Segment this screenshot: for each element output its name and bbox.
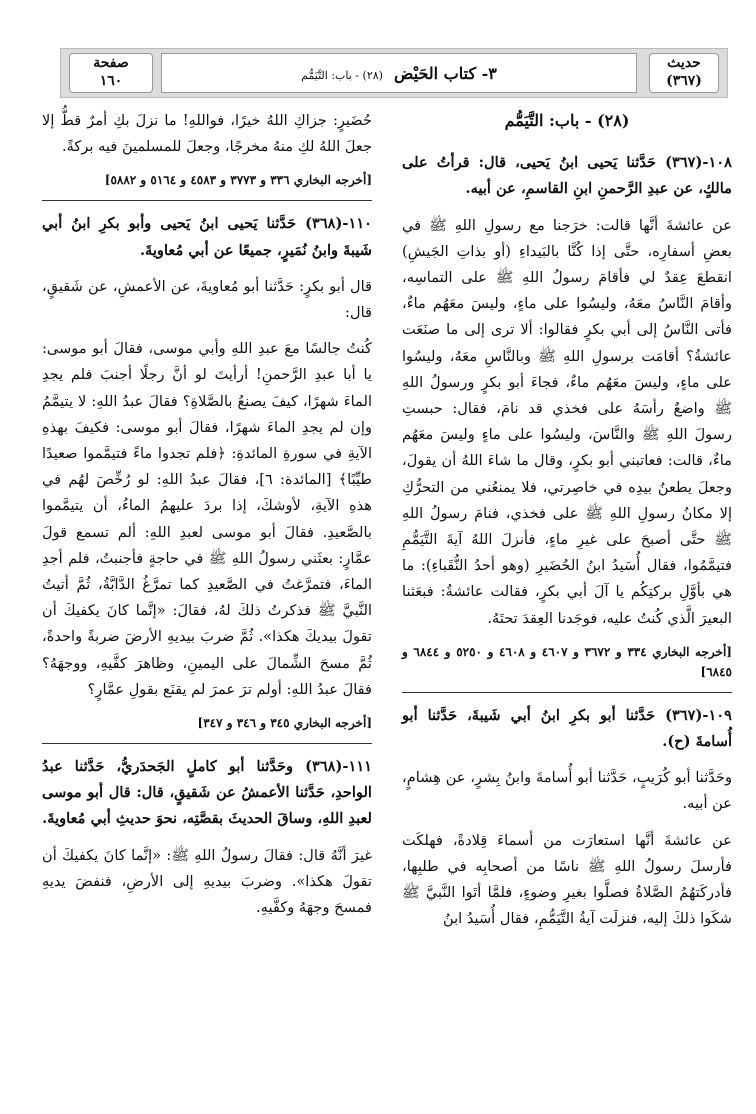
chapter-title: (٢٨) - باب: التَّيَمُّم bbox=[504, 111, 630, 130]
page-header bbox=[60, 48, 728, 98]
hadith-108-isnad: ١٠٨-(٣٦٧) حَدَّثنا يَحيى ابنُ يَحيى، قال: قرأتُ على مالكٍ، عن عبدِ الرَّحمنِ ابنِ القاسمِ، عن أبيه. bbox=[402, 154, 732, 198]
continuation-text: حُضَيرٍ: جزاكِ اللهُ خيرًا، فواللهِ! ما نزلَ بكِ أمرٌ قطُّ إلا جعلَ اللهُ لكِ منهُ مخرجًا، وجعلَ للمسلمينَ فيه بركةً. bbox=[42, 112, 372, 156]
divider bbox=[42, 200, 372, 201]
hadith-110-text: كُنتُ جالسًا معَ عبدِ اللهِ وأبي موسى، فقالَ أبو موسى: يا أبا عبدِ الرَّحمنِ! أرأيتَ لو أنَّ رجلًا أجنبَ فلم يجدِ الماءَ شهرًا، كيفَ يصنعُ بالصَّلاةِ؟ فقالَ عبدُ اللهِ: لا يتيمَّمُ وإن لم يجدِ الماءَ شهرًا، فقالَ أبو موسى: فكيفَ بهذهِ الآيةِ في سورةِ المائدةِ: ﴿فلم تجدوا ماءً فتيمَّموا صعيدًا طيِّبًا﴾ [المائدة: ٦]، فقالَ عبدُ اللهِ: لو رُخِّصَ لهُم في هذهِ الآيةِ، لأوشكَ، إذا بردَ عليهمُ الماءُ، أن يتيمَّموا بالصَّعيدِ. فقالَ أبو موسى لعبدِ اللهِ: ألم تسمع قولَ عمَّارٍ: بعثَني رسولُ اللهِ ﷺ في حاجةٍ فأجنبتُ، فلم أجدِ الماءَ، فتمرَّغتُ في الصَّعيدِ كما تمرَّغُ الدَّابَّةُ، ثُمَّ أتيتُ النَّبيَّ ﷺ فذكرتُ ذلكَ لهُ، فقالَ: «إنَّما كانَ يكفيكَ أن تقولَ بيديكَ هكذا». ثُمَّ ضربَ بيديهِ الأرضَ ضربةً واحدةً، ثُمَّ مسحَ الشِّمالَ على اليمينِ، وظاهرَ كفَّيهِ، ووجهَهُ؟ فقالَ عبدُ اللهِ: أولم ترَ عمرَ لم يقنَع بقولِ عمَّارٍ؟ bbox=[42, 340, 373, 698]
page-label: صفحة bbox=[93, 55, 129, 71]
hadith-108-text: عن عائشةَ أنَّها قالت: خرَجنا مع رسولِ اللهِ ﷺ في بعضِ أسفارِه، حتَّى إذا كُنَّا بالبَيداءِ (أو بذاتِ الجَيشِ) انقطعَ عِقدٌ لي فأقامَ رسولُ اللهِ ﷺ على التماسِه، وأقامَ النَّاسُ معَهُ، وليسُوا على ماءٍ، وليسَ معَهُم ماءٌ، فأتى النَّاسُ إلى أبي بكرٍ فقالوا: ألا ترى إلى ما صنَعَت عائشةُ؟ أقامَت برسولِ اللهِ ﷺ وبالنَّاسِ معَهُ، وليسُوا على ماءٍ، وليسَ معَهُم ماءٌ، فجاءَ أبو بكرٍ ورسولُ اللهِ ﷺ واضعٌ رأسَهُ على فخذي قد نامَ، فقال: حبستِ رسولَ اللهِ ﷺ والنَّاسَ، وليسُوا على ماءٍ وليسَ معَهُم ماءٌ، قالت: فعاتبني أبو بكرٍ، وقال ما شاءَ اللهُ أن يقولَ، وجعلَ يطعنُ بيدِه في خاصِرتي، فلا يمنعُني من التحرُّكِ إلا مكانُ رسولِ اللهِ ﷺ على فخذي، فنامَ رسولُ اللهِ ﷺ حتَّى أصبحَ على غيرِ ماءٍ، فأنزلَ اللهُ آيةَ التَّيَمُّمِ فتيمَّمُوا، فقال أُسَيدُ ابنُ الحُضَيرِ (وهو أحدُ النُّقَباءِ): ما هي بأوَّلِ بركتِكُم يا آلَ أبي بكرٍ، فقالت عائشةُ: فبعَثنا البعيرَ الَّذي كُنتُ عليه، فوجَدنا العِقدَ تحتَهُ. bbox=[402, 216, 732, 627]
book-title: ٣- كتاب الحَيْض bbox=[394, 64, 497, 83]
hadith-111-isnad: ١١١-(٣٦٨) وحَدَّثنا أبو كاملٍ الجَحدَريُّ، حَدَّثنا عبدُ الواحدِ، حَدَّثنا الأعمشُ عن شَقيقٍ، قال: قال أبو موسى لعبدِ اللهِ، وساقَ الحديثَ بقصَّتِه، نحوَ حديثِ أبي مُعاويةَ. bbox=[42, 758, 372, 828]
divider bbox=[42, 743, 372, 744]
left-column bbox=[42, 108, 372, 931]
divider bbox=[402, 692, 732, 693]
continuation-reference: [أخرجه البخاري ٣٣٦ و ٣٧٧٣ و ٤٥٨٣ و ٥١٦٤ و ٥٨٨٢] bbox=[104, 173, 372, 188]
hadith-label: حديث bbox=[667, 55, 701, 71]
hadith-number: (٣٦٧) bbox=[666, 73, 702, 89]
hadith-109-text: عن عائشةَ أنَّها استعارَت من أسماءَ قِلادةً، فهلكَت فأرسلَ رسولُ اللهِ ﷺ ناسًا من أصحابِه في طلبِها، فأدركَتهُمُ الصَّلاةُ فصلَّوا بغيرِ وضوءٍ، فلمَّا أتَوا النَّبيَّ ﷺ شكَوا ذلكَ إليه، فنزلَت آيةُ التَّيَمُّمِ، فقال أُسَيدُ ابنُ bbox=[402, 831, 732, 928]
running-title bbox=[161, 53, 637, 93]
hadith-109-chain: وحَدَّثنا أبو كُرَيبٍ، حَدَّثنا أبو أُسامةَ وابنُ بِشرٍ، عن هِشامٍ، عن أبيه. bbox=[402, 769, 732, 813]
hadith-110-chain: قال أبو بكرٍ: حَدَّثنا أبو مُعاويةَ، عن الأعمشِ، عن شَقيقٍ، قال: bbox=[42, 277, 372, 322]
hadith-109-isnad: ١٠٩-(٣٦٧) حَدَّثنا أبو بكرِ ابنُ أبي شَيبةَ، حَدَّثنا أبو أُسامةَ (ح). bbox=[402, 706, 732, 751]
right-column bbox=[402, 108, 732, 942]
hadith-110-reference: [أخرجه البخاري ٣٤٥ و ٣٤٦ و ٣٤٧] bbox=[197, 716, 372, 731]
hadith-110-isnad: ١١٠-(٣٦٨) حَدَّثنا يَحيى ابنُ يَحيى وأبو بكرِ ابنُ أبي شَيبةَ وابنُ نُمَيرٍ، جميعًا عن أبي مُعاويةَ. bbox=[42, 215, 372, 259]
hadith-108-reference: [أخرجه البخاري ٣٣٤ و ٣٦٧٢ و ٤٦٠٧ و ٤٦٠٨ و ٥٢٥٠ و ٦٨٤٤ و ٦٨٤٥] bbox=[402, 644, 732, 679]
chapter-ref: (٢٨) - باب: التَّيَمُّم bbox=[301, 69, 383, 82]
hadith-111-text: غيرَ أنَّهُ قال: فقالَ رسولُ اللهِ ﷺ: «إنَّما كانَ يكفيكَ أن تقولَ هكذا». وضربَ بيديهِ إلى الأرضِ، فنفضَ يديهِ فمسحَ وجهَهُ وكفَّيهِ. bbox=[42, 846, 372, 917]
page-number-box bbox=[69, 53, 153, 93]
hadith-number-box bbox=[649, 53, 719, 93]
page-number: ١٦٠ bbox=[99, 73, 123, 89]
